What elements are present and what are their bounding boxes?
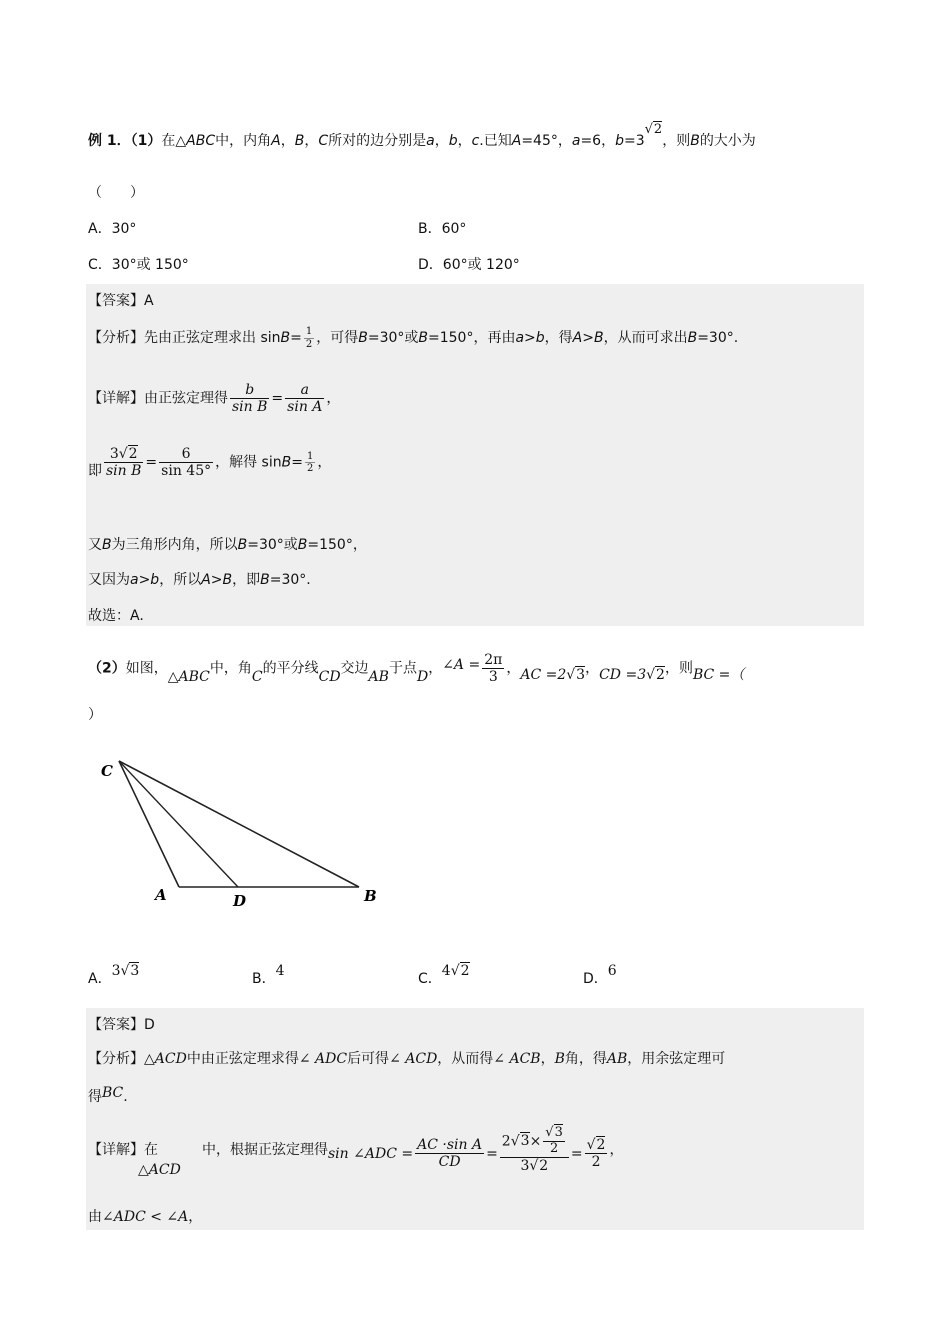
q2-analysis-2: 得BC. [88,1085,128,1105]
fraction-root2-over-2: $\frac{√2}{2}$ [586,1137,606,1171]
q1-option-a[interactable]: A．30° [88,221,137,237]
q1-analysis: 【分析】先由正弦定理求出 sinB= $\frac{1}{2}$ ，可得B=30°或B=150°，再由a>b，得A>B，从而可求出B=30°. [88,326,739,350]
sqrt-2b: √2 [646,666,665,683]
q1-conclusion: 故选：A. [88,608,144,624]
fraction-ac-sinA-over-cd: $\frac{\text{AC ·sin A}}{CD}$ [417,1137,483,1171]
q2-option-a[interactable]: A．3√3 [88,963,140,987]
q2-detail-2: 由∠ADC < ∠A， [88,1209,203,1225]
q1-stem: 例 1．（1）在△ABC中，内角A，B，C所对的边分别是a，b，c.已知A=45°，a=6，b=3√2，则B的大小为 [88,122,756,149]
q1-detail-2: 即 $\frac{3√2}{\text{sin B}}$ = $\frac{6}{\sin 45^\circ}$ ，解得 sinB= $\frac{1}{2}$ ， [88,446,332,480]
q1-option-d[interactable]: D．60°或 120° [418,257,520,273]
sqrt-2: √2 [644,122,663,137]
q1-detail-1: 【详解】由正弦定理得 $\frac{b}{\text{sin B}}$ = $\frac{a}{\text{sin A}}$ ， [88,382,341,416]
fraction-one-half-2: $\frac{1}{2}$ [306,450,314,475]
q1-option-b[interactable]: B．60° [418,221,467,237]
q1-detail-4: 又因为a>b，所以A>B，即B=30°. [88,572,311,588]
q1-option-c[interactable]: C．30°或 150° [88,257,189,273]
q2-close-paren: ） [88,707,102,723]
fraction-compound: 2√3× $\frac{√3}{2}$ 3√2 [500,1126,569,1174]
side-ca [119,761,179,887]
q1-answer: 【答案】A [88,293,154,309]
sqrt-3: √3 [566,666,586,683]
vertex-label-a: A [155,886,167,904]
side-cb [119,761,359,887]
fraction-2pi-over-3: $\frac{2\pi}{3}$ [484,652,503,686]
fraction-b-over-sinB: $\frac{b}{\text{sin B}}$ [232,382,268,416]
q1-detail-3: 又B为三角形内角，所以B=30°或B=150°， [88,537,367,553]
fraction-one-half: $\frac{1}{2}$ [305,326,313,350]
bisector-cd [119,761,238,887]
q2-option-d[interactable]: D．6 [583,963,617,987]
example-label: 例 1． [88,133,131,149]
q2-stem: （2）如图，△ABC中，角C的平分线CD交边AB于点D，∠A = $\frac{2\pi}{3}$ ，AC =2√3，CD =3√2，则BC =（ [88,652,745,686]
fraction-3root2-over-sinB: $\frac{3√2}{\text{sin B}}$ [106,446,142,480]
q2-answer: 【答案】D [88,1017,155,1033]
q2-option-b[interactable]: B．4 [252,963,285,987]
q2-option-c[interactable]: C．4√2 [418,963,470,987]
q1-paren: （ ） [88,185,144,201]
answer-block-2 [86,1008,864,1230]
vertex-label-b: B [364,887,377,905]
triangle-figure [95,750,395,920]
fraction-6-over-sin45: $\frac{6}{\sin 45^\circ}$ [161,446,212,480]
q2-analysis-1: 【分析】△ACD中由正弦定理求得∠ ADC后可得∠ ACD，从而得∠ ACB，B角，得AB，用余弦定理可 [88,1051,726,1067]
q2-detail-1: 【详解】在△ACD中，根据正弦定理得sin ∠ADC = $\frac{\text{AC ·sin A}}{CD}$ = 2√3× $\frac{√3}{2}$ 3√2 = $\frac{√2}{2}$ ， [88,1125,624,1178]
vertex-label-d: D [233,892,247,910]
vertex-label-c: C [101,762,113,780]
fraction-a-over-sinA: $\frac{a}{\text{sin A}}$ [287,382,323,416]
